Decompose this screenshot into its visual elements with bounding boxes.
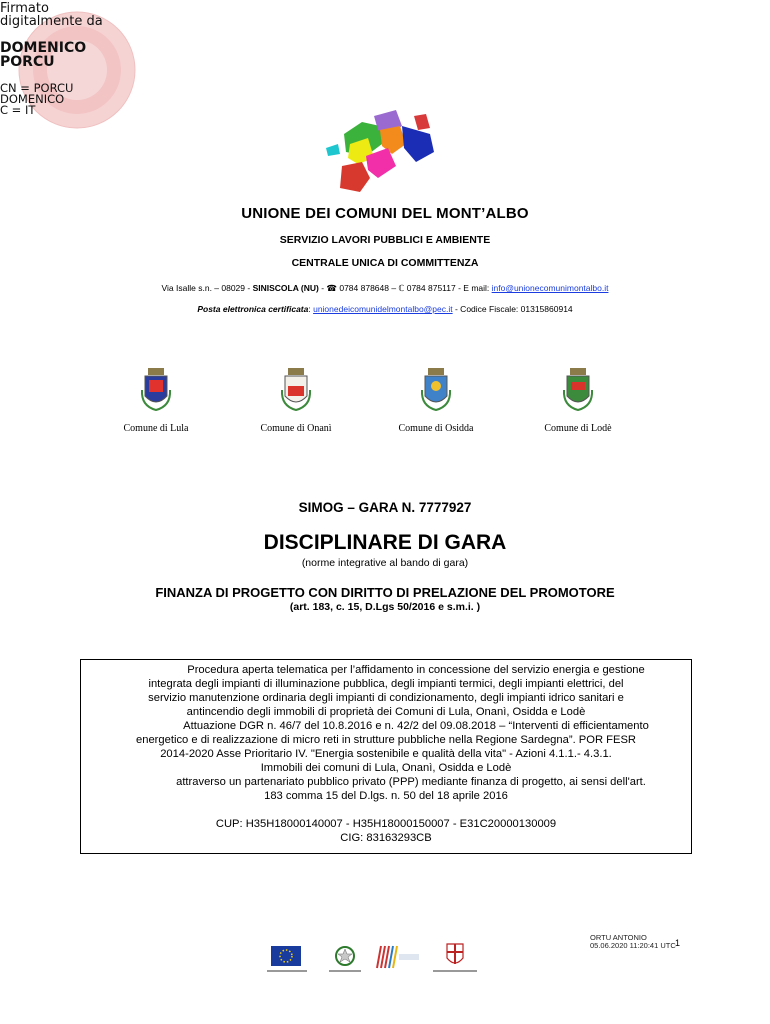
signature-line-2: digitalmente da [0, 14, 103, 29]
box-line-1: Procedura aperta telematica per l’affidamento in concessione del servizio energia e gestione [187, 664, 645, 676]
fiscal-code: - Codice Fiscale: 01315860914 [452, 304, 573, 314]
pec-separator: : [308, 304, 314, 314]
address-city: SINISCOLA (NU) [252, 283, 319, 293]
digital-signature-block [0, 2, 103, 116]
cuc-name: CENTRALE UNICA DI COMMITTENZA [291, 257, 479, 269]
comune-lula-label: Comune di Lula [123, 423, 189, 434]
address-phone-fax: - ☎ 0784 878648 – ℂ 0784 875117 - E mail: [318, 283, 492, 293]
comune-lode-label: Comune di Lodè [544, 423, 612, 434]
por-fesr-icon [377, 946, 419, 968]
document-subtitle: (norme integrative al bando di gara) [301, 557, 469, 569]
comune-lode [528, 366, 628, 434]
pec-line [0, 304, 770, 314]
signer-name-1: DOMENICO [0, 40, 87, 56]
box-line-2: integrata degli impianti di illuminazione pubblica, degli impianti termici, degli impianti elettrici, del [148, 678, 624, 690]
timestamp-date: 05.06.2020 11:20:41 UTC [590, 941, 676, 950]
page-number: 1 [675, 938, 681, 948]
osidda-crest-icon [419, 366, 453, 412]
address-line [0, 283, 770, 294]
lula-crest-icon [139, 366, 173, 412]
signer-cn-3: C = IT [0, 103, 36, 117]
finanza-heading: FINANZA DI PROGETTO CON DIRITTO DI PRELAZIONE DEL PROMOTORE [155, 585, 615, 600]
cig-code: CIG: 83163293CB [340, 832, 432, 844]
box-line-10: 183 comma 15 del D.lgs. n. 50 del 18 aprile 2016 [264, 790, 508, 802]
eu-flag-icon [267, 946, 307, 972]
timestamp-signer: ORTU ANTONIO [590, 933, 647, 942]
comune-osidda-label: Comune di Osidda [398, 423, 474, 434]
comune-onani-label: Comune di Onanì [260, 423, 332, 434]
cup-codes: CUP: H35H18000140007 - H35H18000150007 - E31C20000130009 [215, 818, 557, 830]
box-line-9: attraverso un partenariato pubblico privato (PPP) mediante finanza di progetto, ai sensi dell'art. [176, 776, 646, 788]
comune-osidda [386, 366, 486, 434]
signature-line-1: Firmato [0, 1, 49, 16]
document-title: DISCIPLINARE DI GARA [263, 531, 507, 554]
signer-cn-2: DOMENICO [0, 92, 65, 106]
email-link[interactable]: info@unionecomunimontalbo.it [491, 283, 609, 293]
onani-crest-icon [279, 366, 313, 412]
procedure-box [80, 659, 692, 854]
pec-label: Posta elettronica certificata [197, 304, 309, 314]
box-line-3: servizio manutenzione ordinaria degli impianti di condizionamento, degli impianti idrico sanitari e [148, 692, 624, 704]
signer-name-2: PORCU [0, 54, 55, 70]
box-line-5: Attuazione DGR n. 46/7 del 10.8.2016 e n. 42/2 del 09.08.2018 – “Interventi di efficientamento [183, 720, 649, 732]
box-line-4: antincendio degli immobili di proprietà dei Comuni di Lula, Onanì, Osidda e Lodè [186, 706, 586, 718]
lode-crest-icon [561, 366, 595, 412]
pec-link[interactable]: unionedeicomunidelmontalbo@pec.it [313, 304, 453, 314]
address-street: Via Isalle s.n. – 08029 - [161, 283, 253, 293]
simog-heading: SIMOG – GARA N. 7777927 [298, 500, 472, 515]
comune-onani [246, 366, 346, 434]
funding-logos [265, 940, 500, 980]
union-map-logo [322, 108, 436, 196]
italy-emblem-icon [329, 947, 361, 972]
comune-lula [106, 366, 206, 434]
article-reference: (art. 183, c. 15, D.Lgs 50/2016 e s.m.i. ) [289, 601, 481, 613]
signer-cn-1: CN = PORCU [0, 81, 74, 95]
org-name: UNIONE DEI COMUNI DEL MONT’ALBO [241, 205, 529, 222]
sardegna-crest-icon [433, 944, 477, 972]
timestamp-signature [590, 934, 676, 950]
box-line-6: energetico e di realizzazione di micro reti in strutture pubbliche nella Regione Sardegna”. POR FESR [136, 734, 636, 746]
box-line-8: Immobili dei comuni di Lula, Onanì, Osidda e Lodè [260, 762, 512, 774]
service-name: SERVIZIO LAVORI PUBBLICI E AMBIENTE [279, 234, 491, 246]
box-line-7: 2014-2020 Asse Prioritario IV. "Energia sostenibile e qualità della vita" - Azioni 4.1.1.- 4.3.1. [160, 748, 612, 760]
